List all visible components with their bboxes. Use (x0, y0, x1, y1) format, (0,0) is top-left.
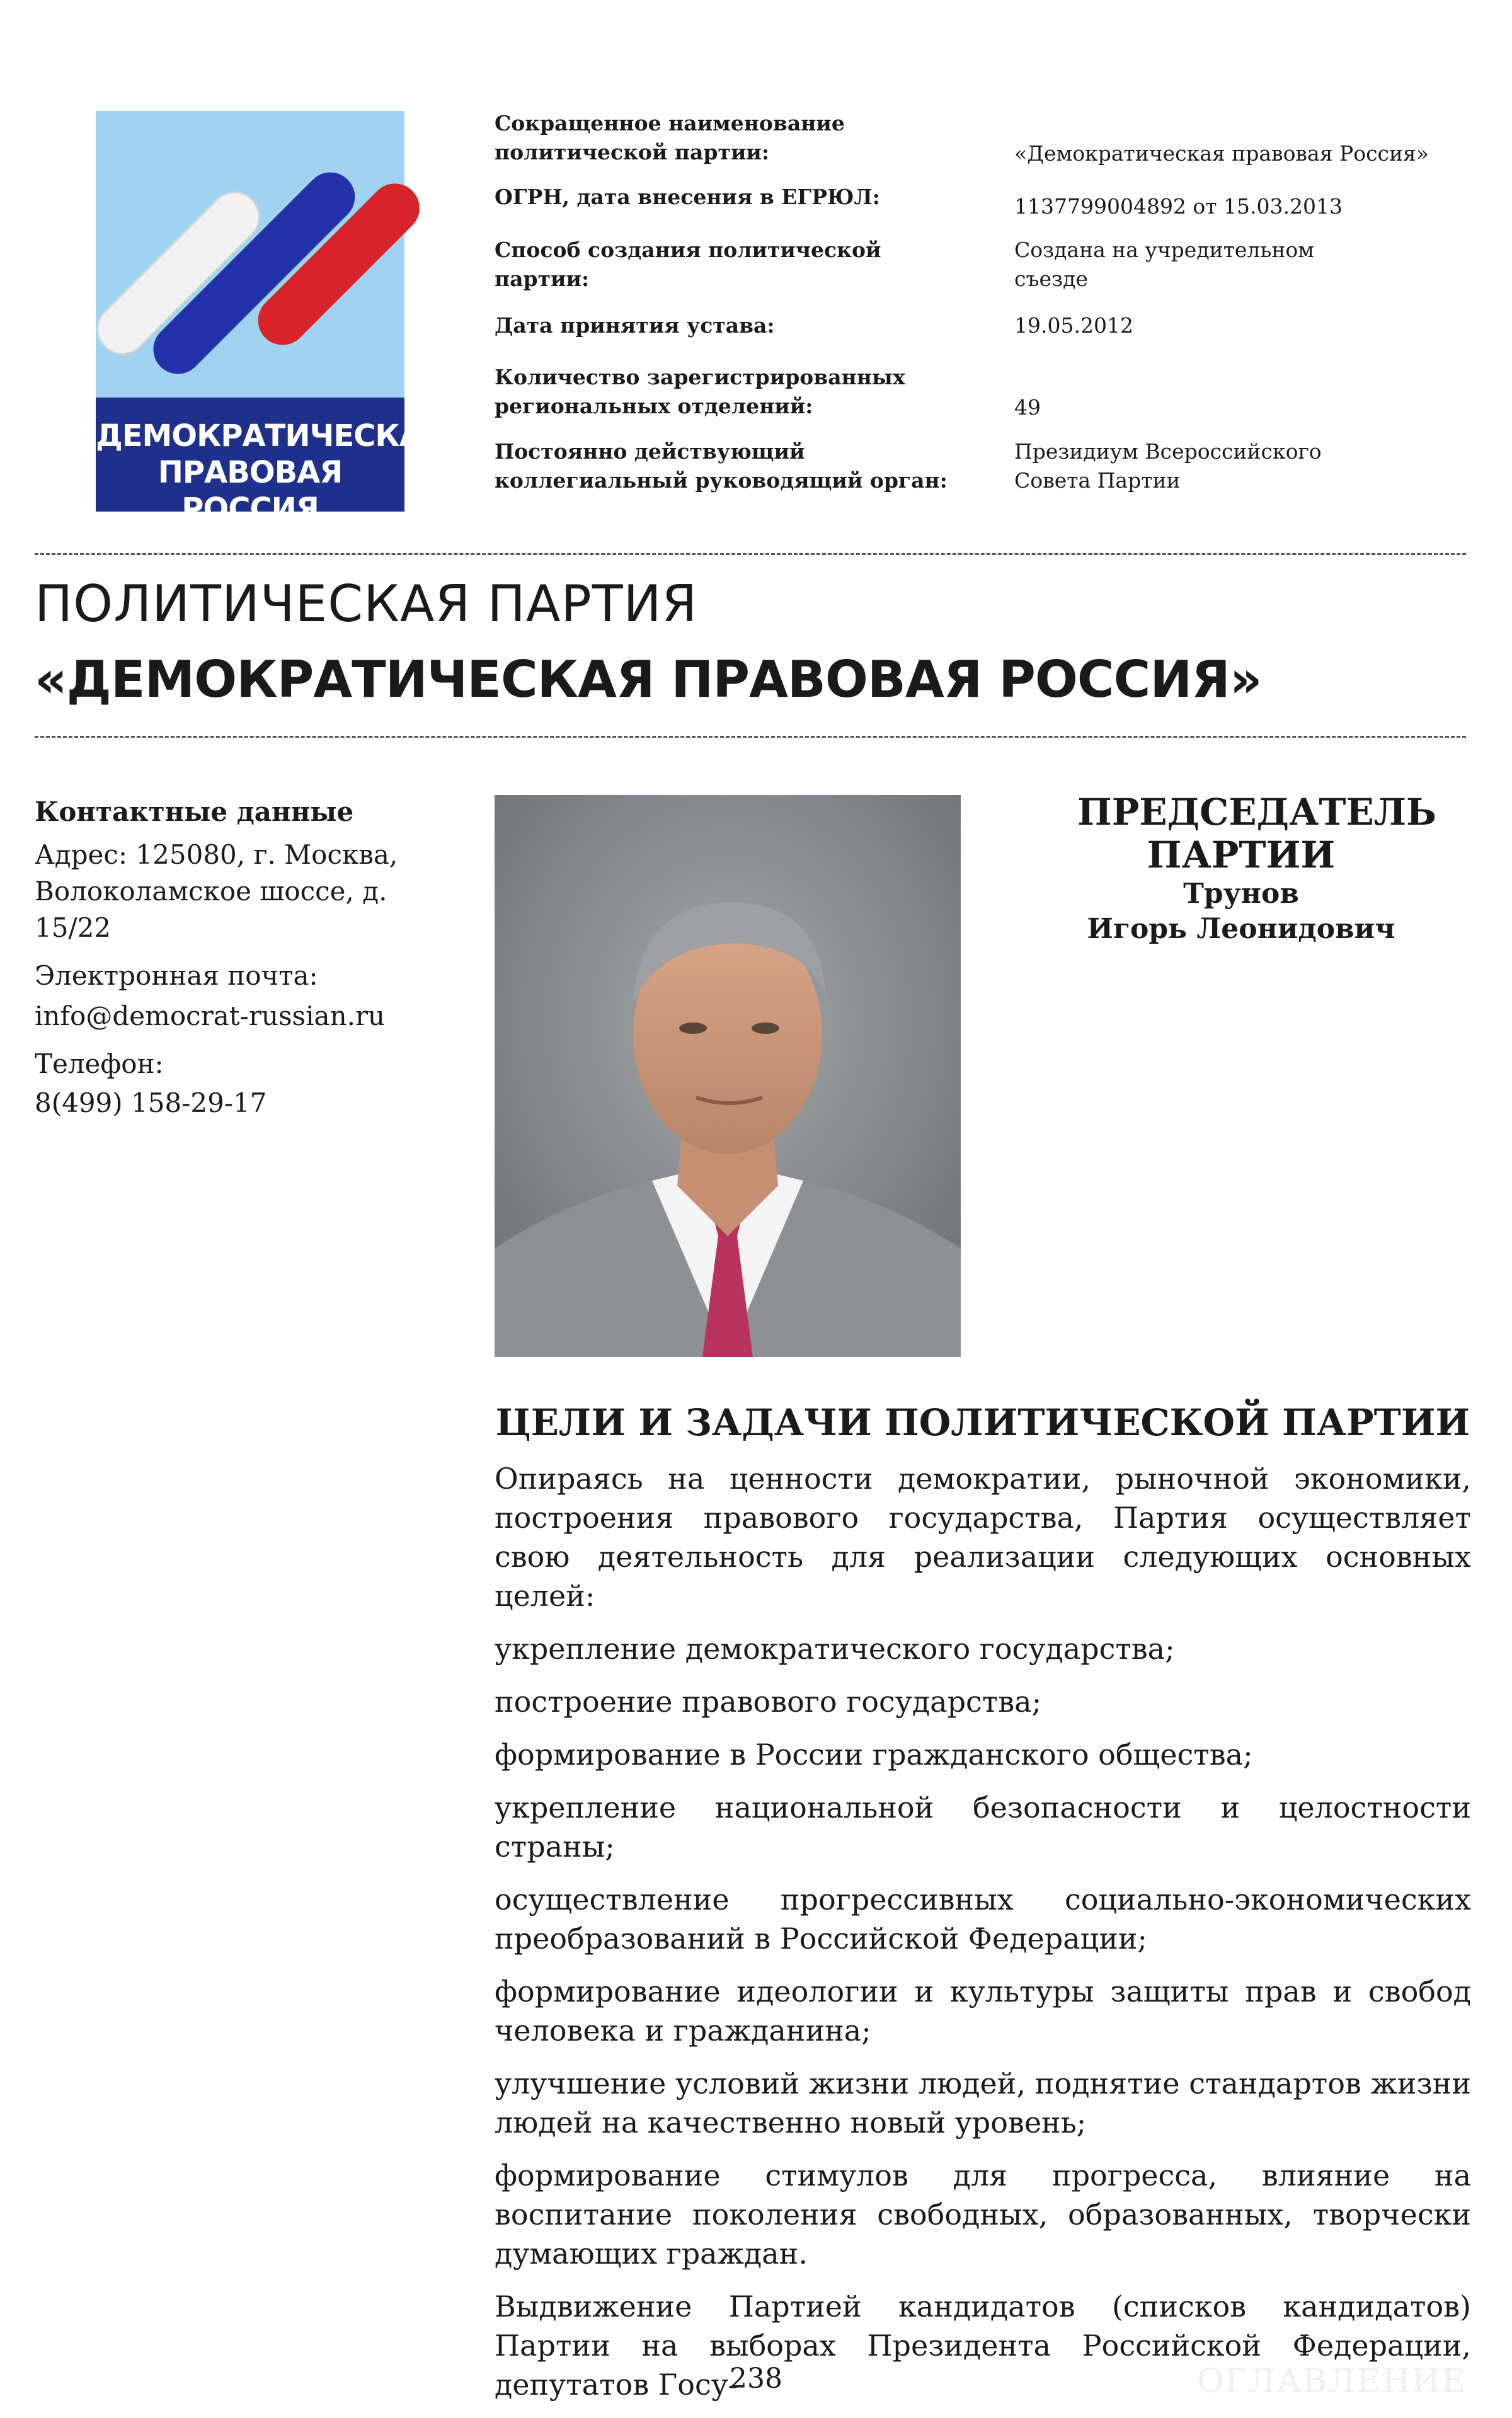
info-value-ogrn: 1137799004892 от 15.03.2013 (1014, 194, 1343, 219)
goals-paragraph: формирование идеологии и культуры защиты прав и свобод человека и гражданина; (495, 1974, 1471, 2048)
goals-paragraph: построение правового государства; (495, 1685, 1042, 1719)
divider-top (35, 553, 1466, 555)
goals-paragraph: осуществление прогрессивных социально-экономических преобразований в Российской Федерации; (495, 1882, 1471, 1956)
info-value-charter-date: 19.05.2012 (1014, 313, 1133, 338)
goals-paragraph: формирование в России гражданского общества; (495, 1738, 1253, 1772)
goals-title: ЦЕЛИ И ЗАДАЧИ ПОЛИТИЧЕСКОЙ ПАРТИИ (495, 1401, 1470, 1444)
chairman-block (1008, 791, 1474, 947)
logo-wordmark (96, 398, 445, 527)
contacts-title: Контактные данные (35, 796, 354, 827)
info-label-ogrn: ОГРН, дата внесения в ЕГРЮЛ: (495, 185, 880, 209)
goals-paragraph: Опираясь на ценности демократии, рыночной экономики, построения правового государства, Партия осуществляет свою деятельность для реализации следующих основных целей: (495, 1462, 1471, 1613)
info-label-regional-branches: Количество зарегистрированных региональных отделений: (495, 365, 905, 418)
chairman-photo (495, 795, 961, 1357)
goals-paragraph: укрепление национальной безопасности и целостности страны; (495, 1791, 1471, 1864)
contacts-phone-label: Телефон: (35, 1048, 164, 1079)
party-logo (96, 111, 445, 527)
goals-text (495, 1459, 1471, 2418)
goals-paragraph: Выдвижение Партией кандидатов (списков кандидатов) Партии на выборах Президента Российской Федерации, депутатов Госу- (495, 2289, 1471, 2402)
chairman-surname: Трунов (1183, 878, 1299, 910)
contacts-email-label: Электронная почта: (35, 960, 318, 991)
info-label-short-name: Сокращенное наименование политической партии: (495, 111, 845, 164)
contacts-phone: 8(499) 158-29-17 (35, 1087, 267, 1118)
goals-paragraph: формирование стимулов для прогресса, влияние на воспитание поколения свободных, образованных, творчески думающих граждан. (495, 2158, 1471, 2271)
logo-line-1: ДЕМОКРАТИЧЕСКАЯ (96, 418, 445, 454)
page-title-line-2: «ДЕМОКРАТИЧЕСКАЯ ПРАВОВАЯ РОССИЯ» (35, 650, 1262, 709)
info-value-regional-branches: 49 (1014, 395, 1041, 420)
info-label-governing-body: Постоянно действующий коллегиальный руководящий орган: (495, 439, 948, 493)
page-title-line-1: ПОЛИТИЧЕСКАЯ ПАРТИЯ (35, 575, 698, 633)
info-value-creation-method: Создана на учредительном съезде (1014, 238, 1314, 291)
info-label-charter-date: Дата принятия устава: (495, 313, 775, 338)
portrait-graphic (495, 795, 961, 1357)
goals-paragraph: улучшение условий жизни людей, поднятие стандартов жизни людей на качественно новый уровень; (495, 2066, 1471, 2140)
contacts-address: Адрес: 125080, г. Москва, Волоколамское шоссе, д. 15/22 (35, 839, 398, 943)
info-value-short-name: «Демократическая правовая Россия» (1014, 141, 1429, 166)
toc-link[interactable]: ОГЛАВЛЕНИЕ (1197, 2363, 1467, 2400)
flag-pills-graphic (96, 111, 404, 398)
logo-line-2: ПРАВОВАЯ РОССИЯ (158, 455, 343, 527)
chairman-title: ПРЕДСЕДАТЕЛЬ ПАРТИИ (1077, 791, 1436, 876)
divider-bottom (35, 736, 1466, 738)
page-number: 238 (730, 2363, 782, 2395)
chairman-name: Игорь Леонидович (1087, 913, 1395, 945)
contacts-email[interactable]: info@democrat-russian.ru (35, 1000, 386, 1031)
info-value-governing-body: Президиум Всероссийского Совета Партии (1014, 439, 1322, 493)
info-label-creation-method: Способ создания политической партии: (495, 238, 881, 291)
goals-paragraph: укрепление демократического государства; (495, 1632, 1175, 1666)
